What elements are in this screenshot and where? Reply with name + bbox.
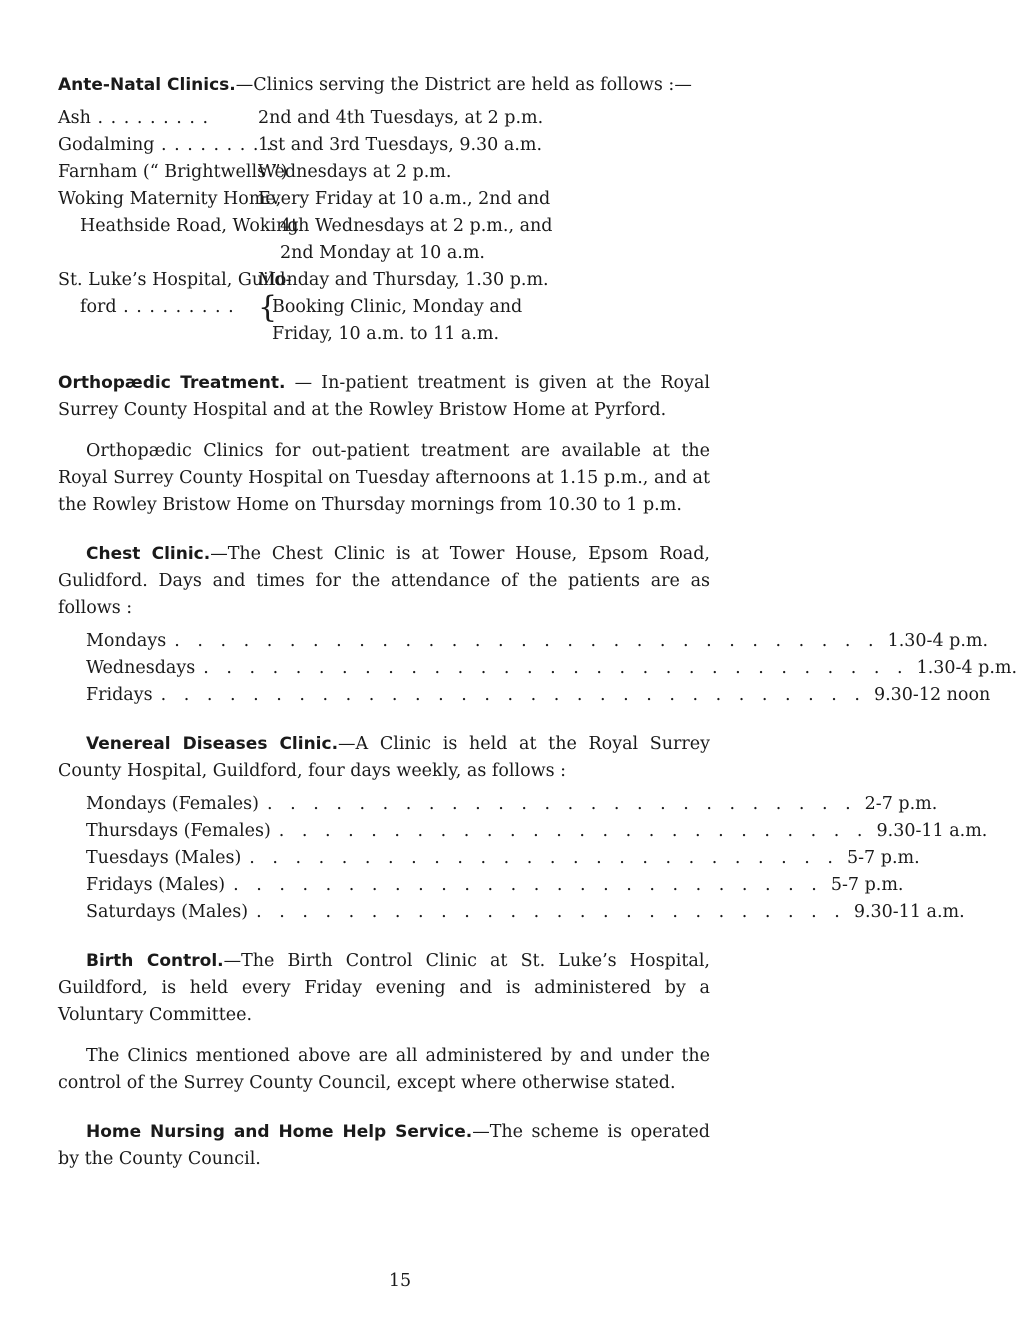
- clinic-place: St. Luke’s Hospital, Guild-: [58, 270, 292, 290]
- clinic-row-farnham: [58, 159, 710, 186]
- venereal-paragraph: [58, 731, 710, 785]
- page-content: [58, 72, 1017, 1173]
- schedule-row: [58, 791, 938, 818]
- antenatal-intro: —Clinics serving the District are held as follows :—: [235, 75, 692, 95]
- chest-heading: Chest Clinic.: [86, 544, 211, 564]
- schedule-time: 5-7 p.m.: [830, 875, 904, 895]
- clinic-time: Monday and Thursday, 1.30 p.m.: [258, 270, 549, 290]
- clinic-time: Wednesdays at 2 p.m.: [258, 162, 452, 182]
- schedule-time: 1.30-4 p.m.: [887, 631, 989, 651]
- dot-leader: . . . . . . . . . . . . . . . . . . . . . . . . . .: [278, 821, 869, 841]
- schedule-day: Tuesdays (Males): [86, 848, 242, 868]
- dot-leader: . . . . . . . . . . . . . . . . . . . . . . . . . . . . . . .: [174, 631, 880, 651]
- venereal-schedule: [58, 791, 988, 926]
- antenatal-heading: Ante-Natal Clinics.: [58, 75, 236, 95]
- booking-brace-group: [258, 290, 710, 348]
- clinic-row-godalming: [58, 132, 710, 159]
- schedule-row: [58, 818, 988, 845]
- clinic-place: Ash: [58, 108, 91, 128]
- schedule-day: Wednesdays: [86, 658, 196, 678]
- schedule-time: 1.30-4 p.m.: [916, 658, 1017, 678]
- antenatal-paragraph: [58, 72, 710, 99]
- clinic-row-woking: [58, 186, 710, 267]
- schedule-row: [58, 655, 1017, 682]
- venereal-heading: Venereal Diseases Clinic.: [86, 734, 339, 754]
- schedule-row: [58, 899, 965, 926]
- home-nursing-text: —The scheme is operated by the County Council.: [58, 1122, 710, 1169]
- dot-leader: . . . . . . . . . . . . . . . . . . . . . . . . . . . . . . .: [203, 658, 909, 678]
- chest-schedule: [58, 628, 1017, 709]
- orthopaedic-text-2: Orthopædic Clinics for out-patient treatment are available at the Royal Surrey County Hospital on Tuesday afternoons at 1.15 p.m., and at the Rowley Bristow Home on Thursday mornings from 10.30 to 1 p.m.: [58, 441, 710, 515]
- schedule-row: [58, 872, 904, 899]
- clinic-row-st-lukes: [58, 267, 710, 348]
- orthopaedic-paragraph: [58, 370, 710, 424]
- schedule-row: [58, 628, 989, 655]
- orthopaedic-text-1: — In-patient treatment is given at the Royal Surrey County Hospital and at the Rowley Bristow Home at Pyrford.: [58, 373, 710, 420]
- chest-paragraph: [58, 541, 710, 622]
- schedule-time: 9.30-11 a.m.: [853, 902, 965, 922]
- home-nursing-paragraph: [58, 1119, 710, 1173]
- clinic-place: Godalming: [58, 135, 155, 155]
- dot-leader: [117, 297, 235, 317]
- orthopaedic-heading: Orthopædic Treatment.: [58, 373, 286, 393]
- schedule-time: 9.30-12 noon: [873, 685, 991, 705]
- dot-leader: . . . . . . . . . . . . . . . . . . . . . . . . . . . . . . .: [160, 685, 866, 705]
- schedule-day: Mondays (Females): [86, 794, 259, 814]
- schedule-day: Fridays (Males): [86, 875, 226, 895]
- clinic-time: 2nd and 4th Tuesdays, at 2 p.m.: [258, 108, 544, 128]
- schedule-day: Fridays: [86, 685, 153, 705]
- schedule-row: [58, 682, 991, 709]
- schedule-row: [58, 845, 920, 872]
- dot-leader: . . . . . . . . . . . . . . . . . . . . . . . . . .: [233, 875, 823, 895]
- schedule-time: 2-7 p.m.: [864, 794, 938, 814]
- clinic-time-cont: Friday, 10 a.m. to 11 a.m.: [272, 324, 500, 344]
- birth-control-text: —The Birth Control Clinic at St. Luke’s Hospital, Guildford, is held every Friday evening and is administered by a Voluntary Committee.: [58, 951, 710, 1025]
- page-number: 15: [388, 1271, 412, 1291]
- schedule-time: 5-7 p.m.: [847, 848, 920, 868]
- venereal-intro: —A Clinic is held at the Royal Surrey County Hospital, Guildford, four days weekly, as follows :: [58, 734, 711, 781]
- clinic-place-cont: Heathside Road, Woking: [80, 216, 299, 236]
- dot-leader: . . . . . . . . . . . . . . . . . . . . . . . . . .: [256, 902, 846, 922]
- dot-leader: . . . . . . . . . . . . . . . . . . . . . . . . . .: [249, 848, 839, 868]
- birth-control-paragraph: [58, 948, 710, 1029]
- home-nursing-heading: Home Nursing and Home Help Service.: [86, 1122, 473, 1142]
- schedule-day: Thursdays (Females): [86, 821, 271, 841]
- brace-glyph: {: [258, 290, 278, 325]
- clinic-time: Every Friday at 10 a.m., 2nd and: [258, 189, 551, 209]
- clinic-place: Farnham (“ Brightwells ”): [58, 162, 288, 182]
- clinic-time-cont: 4th Wednesdays at 2 p.m., and: [280, 216, 553, 236]
- clinic-place-cont: ford: [80, 297, 117, 317]
- dot-leader: [154, 135, 272, 155]
- chest-intro: —The Chest Clinic is at Tower House, Epsom Road, Gulidford. Days and times for the attendance of the patients are as follows :: [58, 544, 710, 618]
- clinic-time-cont: 2nd Monday at 10 a.m.: [280, 243, 485, 263]
- schedule-day: Mondays: [86, 631, 167, 651]
- antenatal-clinic-list: [58, 105, 710, 348]
- dot-leader: [91, 108, 209, 128]
- clinic-time: 1st and 3rd Tuesdays, 9.30 a.m.: [258, 135, 543, 155]
- clinic-row-ash: [58, 105, 710, 132]
- birth-control-heading: Birth Control.: [86, 951, 224, 971]
- clinic-place: Woking Maternity Home,: [58, 189, 282, 209]
- dot-leader: . . . . . . . . . . . . . . . . . . . . . . . . . .: [266, 794, 857, 814]
- schedule-time: 9.30-11 a.m.: [876, 821, 988, 841]
- admin-note: The Clinics mentioned above are all administered by and under the control of the Surrey County Council, except where otherwise stated.: [58, 1046, 710, 1093]
- clinic-time-cont: Booking Clinic, Monday and: [272, 297, 523, 317]
- schedule-day: Saturdays (Males): [86, 902, 249, 922]
